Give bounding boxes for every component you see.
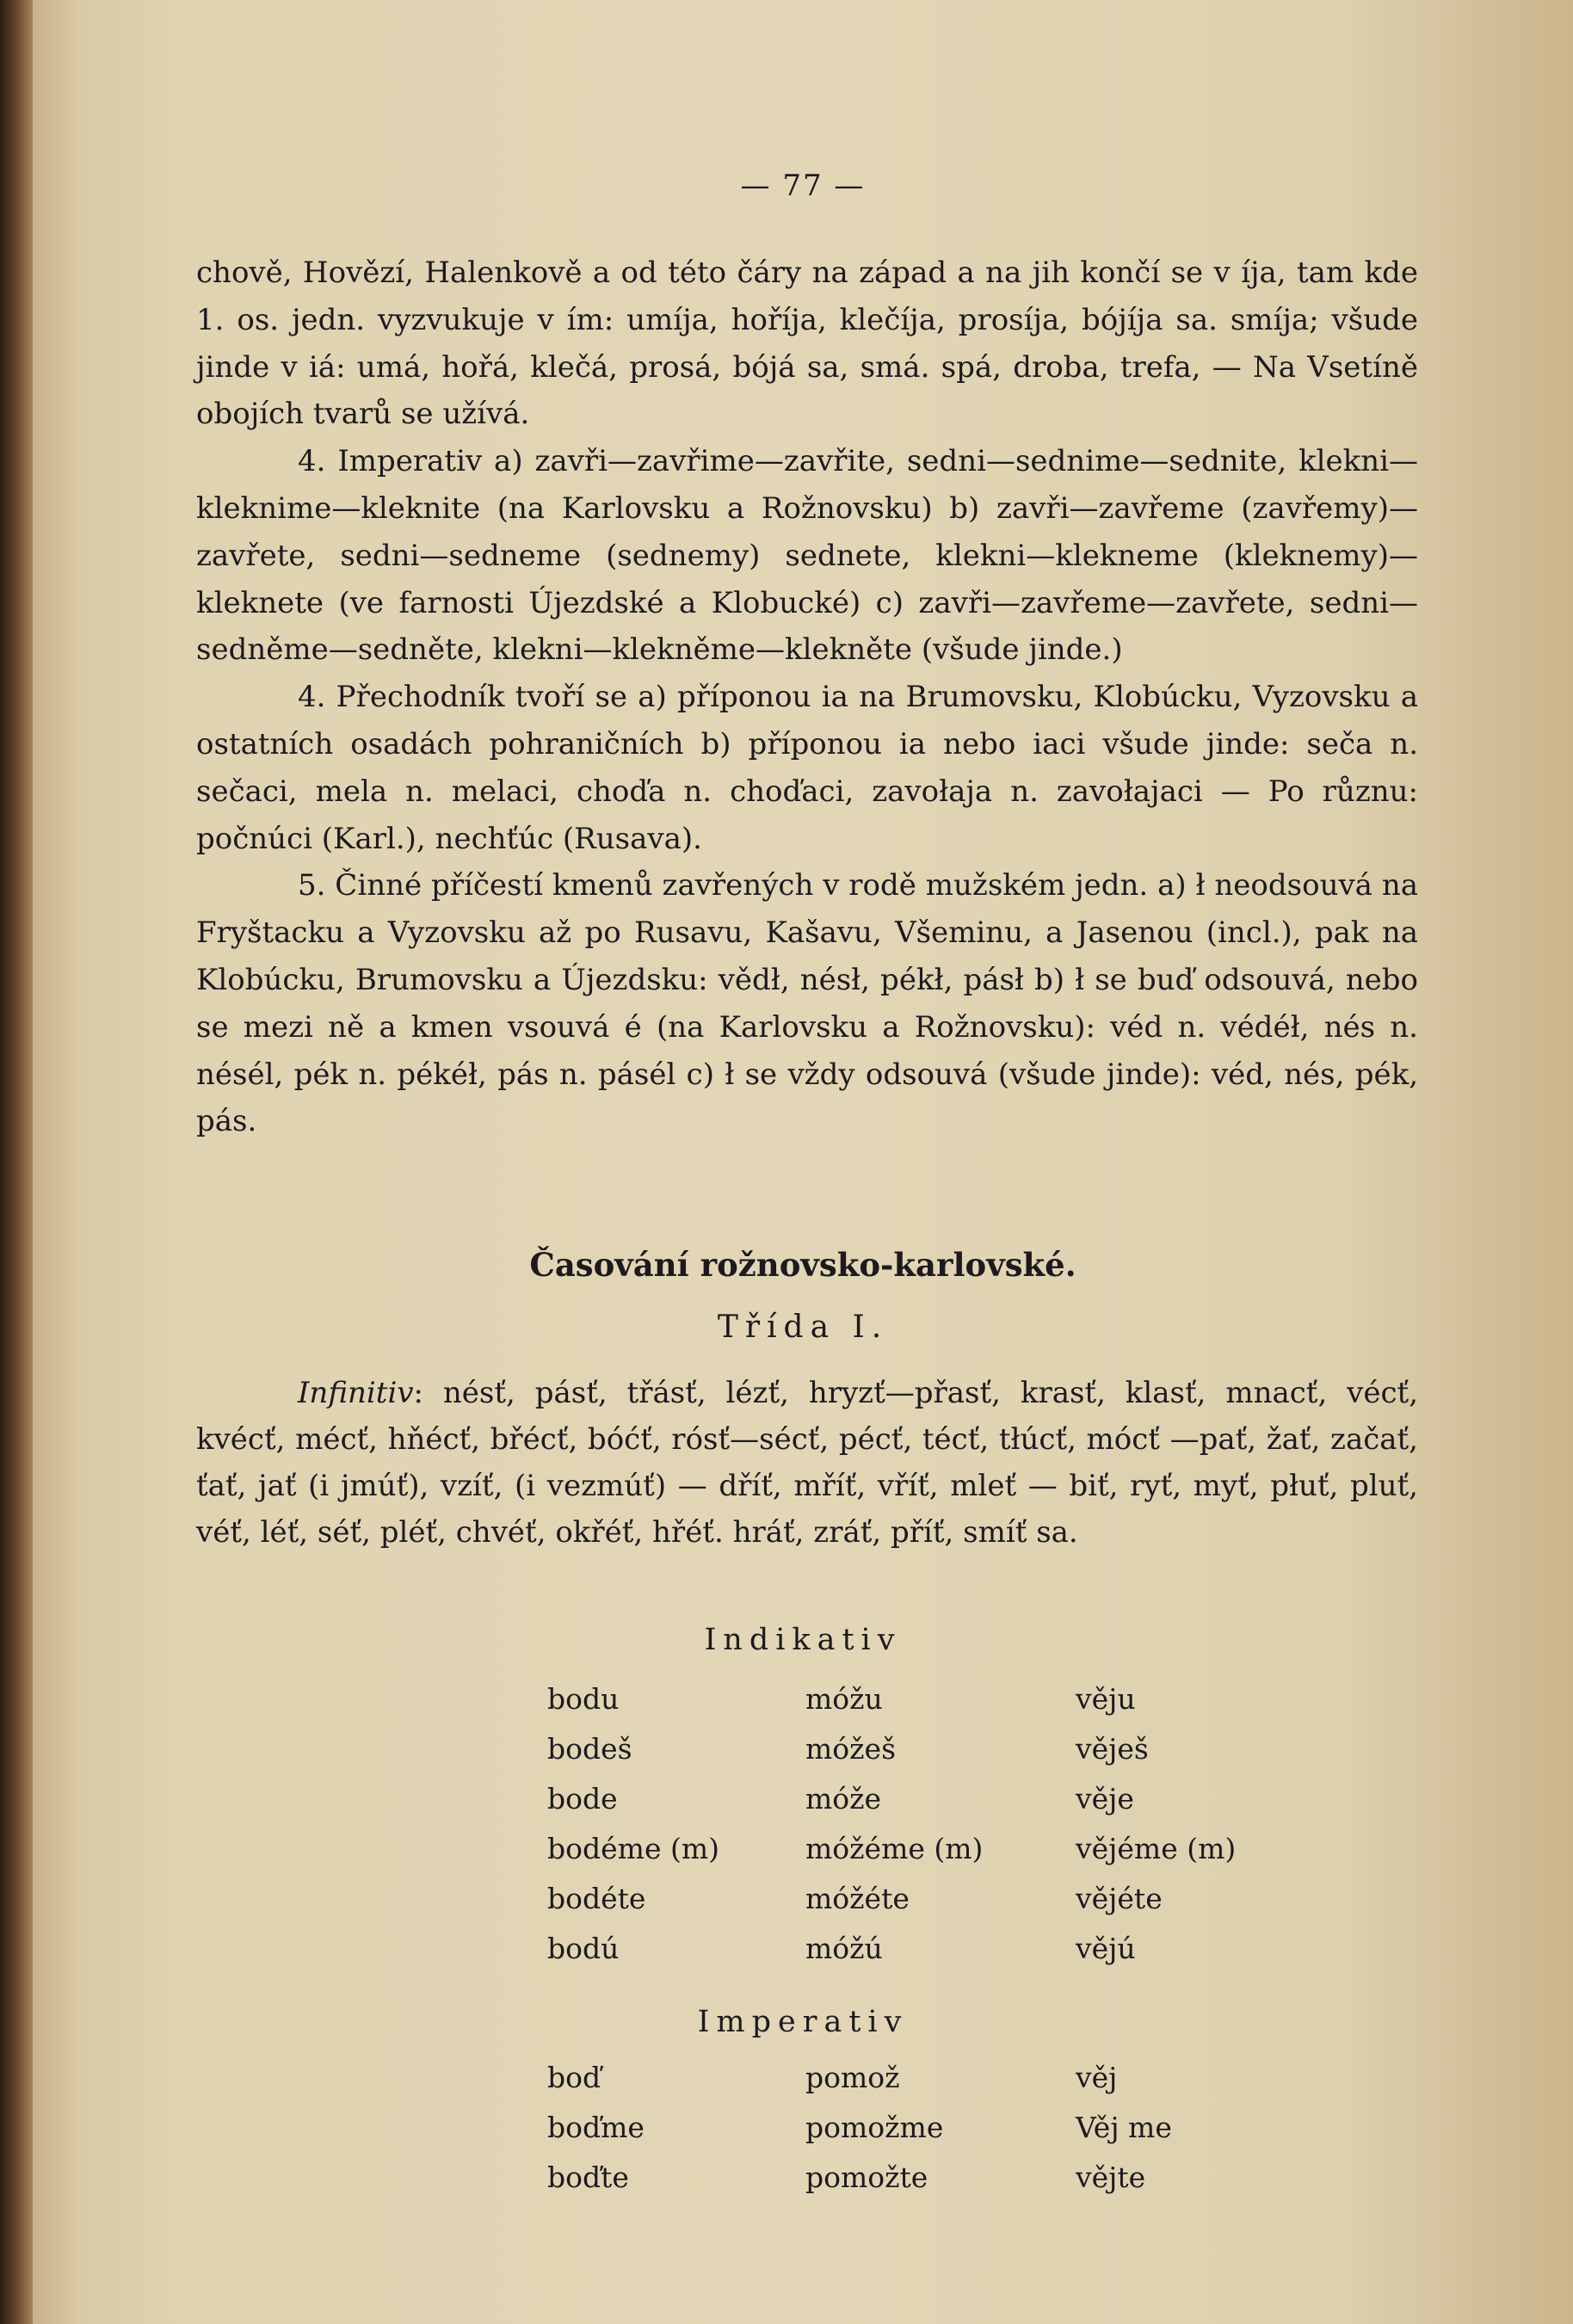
imperative-title: Imperativ (697, 2005, 909, 2039)
conj-form: vějéte (1076, 1882, 1163, 1915)
conj-form: věješ (1076, 1732, 1149, 1766)
indicative-title: Indikativ (704, 1623, 902, 1657)
conj-form: bodéme (m) (547, 1832, 719, 1865)
imperative-column-2 (805, 2053, 943, 2203)
class-title: Třída I. (717, 1310, 889, 1345)
body-text (196, 250, 1418, 1145)
conj-form: Věj me (1076, 2111, 1172, 2144)
indicative-column-1 (547, 1674, 719, 1974)
paragraph-prechodnik: 4. Přechodník tvoří se a) příponou ia na Brumovsku, Klobúcku, Vyzovsku a ostatních osadách pohraničních b) příponou ia nebo iaci všude jinde: seča n. sečaci, mela n. melaci, choďa n. choďaci, zavołaja n. zavołajaci — Po různu: počnúci (Karl.), nechťúc (Rusava). (196, 680, 1418, 856)
conj-form: věje (1076, 1782, 1134, 1815)
conj-form: vějte (1076, 2161, 1146, 2194)
section-title: Časování rožnovsko-karlovské. (529, 1246, 1076, 1284)
conj-form: bodu (547, 1682, 620, 1716)
book-spine (0, 0, 33, 2324)
conj-form: boď (547, 2061, 601, 2094)
book-page (33, 0, 1573, 2324)
conj-form: bodeš (547, 1732, 632, 1766)
page-number: — 77 — (740, 169, 866, 203)
paragraph-imperativ: 4. Imperativ a) zavři—zavřime—zavřite, sedni—sednime—sednite, klekni—kleknime—kleknite (na Karlovsku a Rožnovsku) b) zavři—zavřeme (zavřemy)—zavřete, sedni—sedneme (sednemy) sednete, klekni—klekneme (kleknemy)—kleknete (ve farnosti Újezdské a Klobucké) c) zavři—zavřeme—zavřete, sedni—sedněme—sedněte, klekni—klekněme—klekněte (všude jinde.) (196, 444, 1418, 668)
imperative-column-1 (547, 2053, 645, 2203)
conj-form: pomožme (805, 2111, 944, 2144)
conj-form: boďme (547, 2111, 645, 2144)
conj-form: boďte (547, 2161, 629, 2194)
conj-form: vějéme (m) (1076, 1832, 1237, 1865)
imperative-column-3 (1076, 2053, 1172, 2203)
conj-form: móžu (805, 1682, 883, 1716)
conj-form: móžú (805, 1932, 883, 1965)
conj-form: móžéte (805, 1882, 910, 1915)
indicative-column-2 (805, 1674, 983, 1974)
conj-form: móžeš (805, 1732, 897, 1766)
conj-form: móžéme (m) (805, 1832, 984, 1865)
infinitive-label: Infinitiv (298, 1376, 414, 1410)
conj-form: bode (547, 1782, 618, 1815)
conj-form: móže (805, 1782, 882, 1815)
conj-form: věju (1076, 1682, 1136, 1716)
conj-form: bodú (547, 1932, 620, 1965)
indicative-column-3 (1076, 1674, 1236, 1974)
infinitive-list: : nésť, pásť, třásť, lézť, hryzť—přasť, krasť, klasť, mnacť, vécť, kvécť, mécť, hňécť, břécť, bóćť, rósť—sécť, pécť, técť, tłúcť, mócť —pať, žať, začať, ťať, jať (i jmúť), vzíť, (i vezmúť) — dříť, mříť, vříť, mleť — biť, ryť, myť, płuť, pluť, véť, léť, séť, pléť, chvéť, okřéť, hřéť. hráť, zráť, příť, smíť sa. (196, 1376, 1418, 1550)
conj-form: bodéte (547, 1882, 646, 1915)
paragraph-1: chově, Hovězí, Halenkově a od této čáry na západ a na jih končí se v íja, tam kde 1. os. jedn. vyzvukuje v ím: umíja, hoříja, klečíja, prosíja, bójíja sa. smíja; všude jinde v iá: umá, hořá, klečá, prosá, bójá sa, smá. spá, droba, trefa, — Na Vsetíně obojích tvarů se užívá. (196, 256, 1418, 432)
conj-form: věj (1076, 2061, 1118, 2094)
conj-form: pomož (805, 2061, 900, 2094)
conj-form: pomožte (805, 2161, 928, 2194)
infinitive-block (196, 1370, 1418, 1556)
paragraph-pricesti: 5. Činné příčestí kmenů zavřených v rodě mužském jedn. a) ł neodsouvá na Fryštacku a Vyzovsku až po Rusavu, Kašavu, Všeminu, a Jasenou (incl.), pak na Klobúcku, Brumovsku a Újezdsku: vědł, nésł, pékł, pásł b) ł se buď odsouvá, nebo se mezi ně a kmen vsouvá é (na Karlovsku a Rožnovsku): véd n. védéł, nés n. nésél, pék n. pékéł, pás n. pásél c) ł se vždy odsouvá (všude jinde): véd, nés, pék, pás. (196, 868, 1418, 1139)
conj-form: vějú (1076, 1932, 1136, 1965)
